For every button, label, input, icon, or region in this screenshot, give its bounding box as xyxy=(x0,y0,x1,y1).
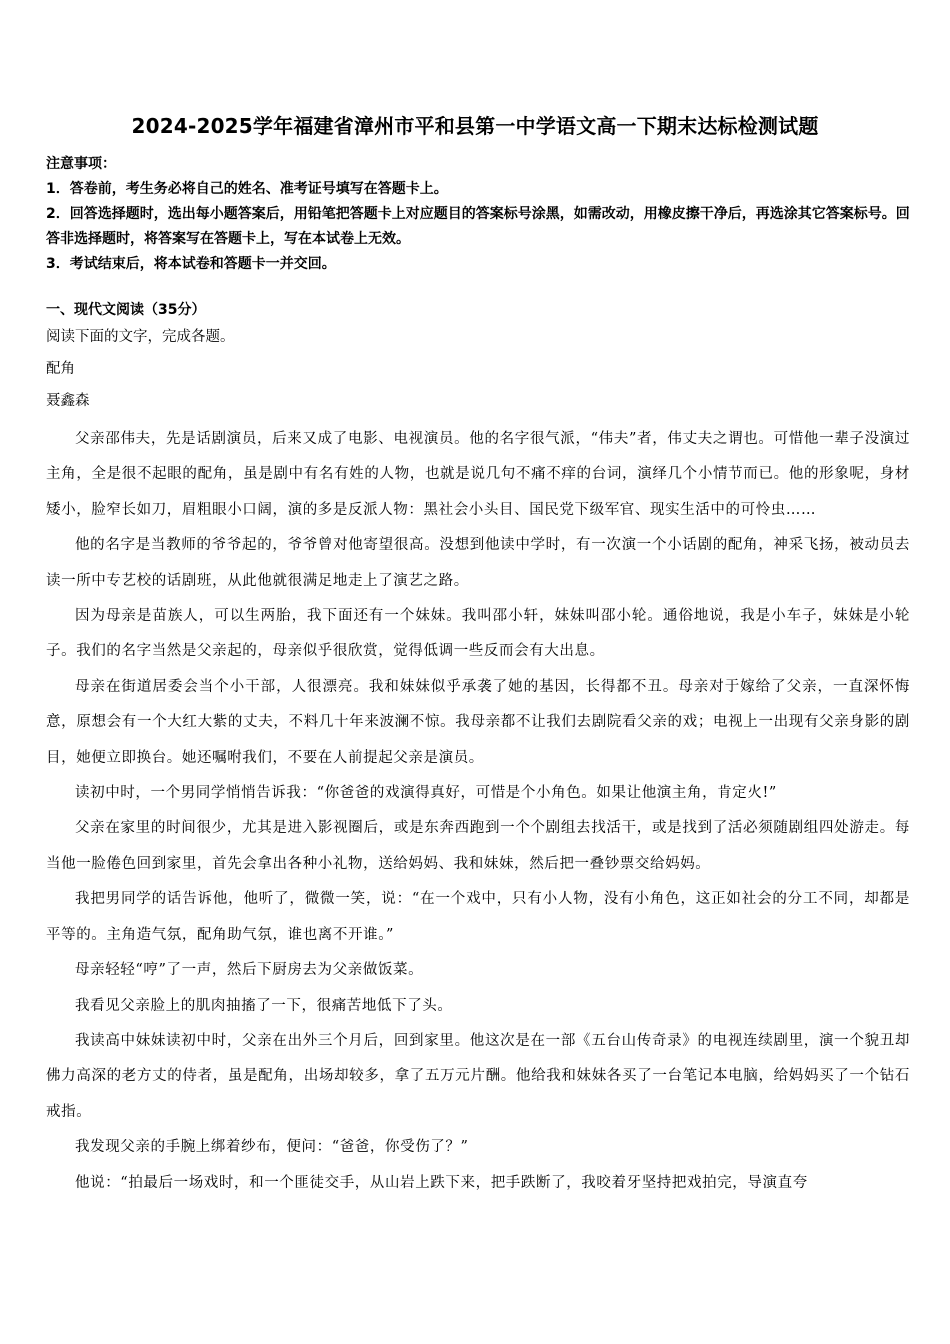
notice-item: 2．回答选择题时，选出每小题答案后，用铅笔把答题卡上对应题目的答案标号涂黑，如需改动，用橡皮擦干净后，再选涂其它答案标号。回答非选择题时，将答案写在答题卡上，写在本试卷上无效。 xyxy=(46,206,910,247)
article-title: 配角 xyxy=(46,361,75,377)
section-header xyxy=(46,298,914,414)
article-paragraph: 他说：“拍最后一场戏时，和一个匪徒交手，从山岩上跌下来，把手跌断了，我咬着牙坚持把戏拍完，导演直夸 xyxy=(75,1174,808,1191)
notice-item: 1．答卷前，考生务必将自己的姓名、准考证号填写在答题卡上。 xyxy=(46,181,448,197)
article-paragraph: 我把男同学的话告诉他，他听了，微微一笑，说：“在一个戏中，只有小人物，没有小角色，这正如社会的分工不同，却都是平等的。主角造气氛，配角助气氛，谁也离不开谁。” xyxy=(46,891,910,943)
article-paragraph: 我读高中妹妹读初中时，父亲在出外三个月后，回到家里。他这次是在一部《五台山传奇录》的电视连续剧里，演一个貌丑却佛力高深的老方丈的侍者，虽是配角，出场却较多，拿了五万元片酬。他给我和妹妹各买了一台笔记本电脑，给妈妈买了一个钻石戒指。 xyxy=(46,1032,910,1120)
article-paragraph: 我看见父亲脸上的肌肉抽搐了一下，很痛苦地低下了头。 xyxy=(75,997,453,1014)
notice-heading: 注意事项： xyxy=(46,156,116,172)
article-paragraph: 读初中时，一个男同学悄悄告诉我：“你爸爸的戏演得真好，可惜是个小角色。如果让他演主角，肯定火!” xyxy=(75,785,777,802)
reading-instruction: 阅读下面的文字，完成各题。 xyxy=(46,329,235,345)
article-author: 聂鑫森 xyxy=(46,393,90,409)
article-paragraph: 因为母亲是苗族人，可以生两胎，我下面还有一个妹妹。我叫邵小轩，妹妹叫邵小轮。通俗地说，我是小车子，妹妹是小轮子。我们的名字当然是父亲起的，母亲似乎很欣赏，觉得低调一些反而会有大出息。 xyxy=(46,608,910,660)
notice-item: 3．考试结束后，将本试卷和答题卡一并交回。 xyxy=(46,256,336,272)
document-title: 2024-2025学年福建省漳州市平和县第一中学语文高一下期末达标检测试题 xyxy=(131,114,819,138)
article-body xyxy=(46,422,910,1201)
article-paragraph: 我发现父亲的手腕上绑着纱布，便问：“爸爸，你受伤了？” xyxy=(75,1139,469,1156)
article-paragraph: 母亲在街道居委会当个小干部，人很漂亮。我和妹妹似乎承袭了她的基因，长得都不丑。母亲对于嫁给了父亲，一直深怀悔意，原想会有一个大红大紫的丈夫，不料几十年来波澜不惊。我母亲都不让我们去剧院看父亲的戏；电视上一出现有父亲身影的剧目，她便立即换台。她还嘱咐我们，不要在人前提起父亲是演员。 xyxy=(46,678,910,766)
article-paragraph: 父亲邵伟夫，先是话剧演员，后来又成了电影、电视演员。他的名字很气派，“伟夫”者，伟丈夫之谓也。可惜他一辈子没演过主角，全是很不起眼的配角，虽是剧中有名有姓的人物，也就是说几句不痛不痒的台词，演绎几个小情节而已。他的形象呢，身材矮小，脸窄长如刀，眉粗眼小口阔，演的多是反派人物：黑社会小头目、国民党下级军官、现实生活中的可怜虫…… xyxy=(46,431,910,518)
section-heading: 一、现代文阅读（35分） xyxy=(46,302,206,318)
article-paragraph: 父亲在家里的时间很少，尤其是进入影视圈后，或是东奔西跑到一个个剧组去找活干，或是找到了活必须随剧组四处游走。每当他一脸倦色回到家里，首先会拿出各种小礼物，送给妈妈、我和妹妹，然后把一叠钞票交给妈妈。 xyxy=(46,820,910,872)
notice-block xyxy=(46,152,914,277)
article-paragraph: 母亲轻轻“哼”了一声，然后下厨房去为父亲做饭菜。 xyxy=(75,962,424,979)
article-paragraph: 他的名字是当教师的爷爷起的，爷爷曾对他寄望很高。没想到他读中学时，有一次演一个小话剧的配角，神采飞扬，被动员去读一所中专艺校的话剧班，从此他就很满足地走上了演艺之路。 xyxy=(46,537,910,589)
